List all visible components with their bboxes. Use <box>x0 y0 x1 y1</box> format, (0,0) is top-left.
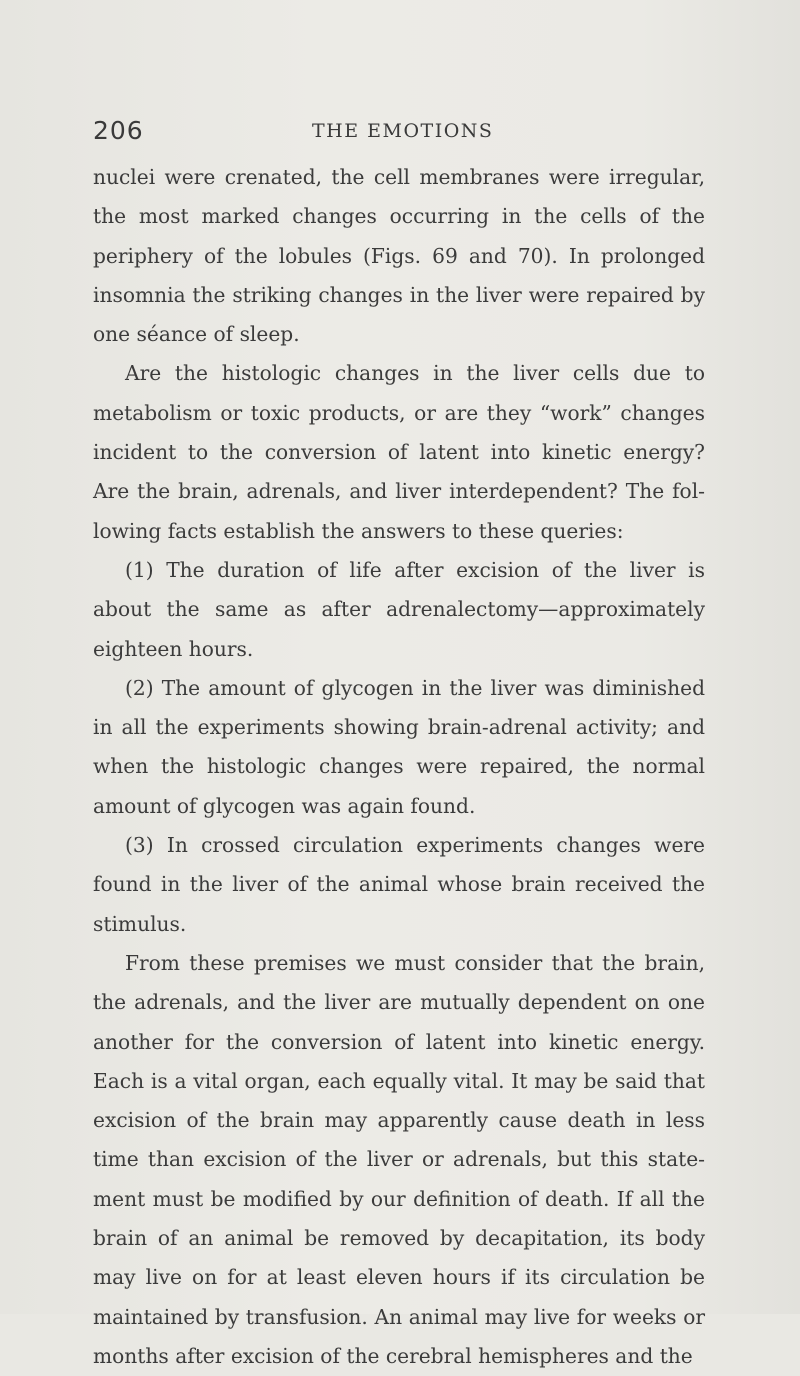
paragraph-conclusion: From these premises we must consider that the brain, the adrenals, and the liver are mutually dependent on one another for the conversion of latent into kinetic energy. Each is a vital organ, each equally vital. It may be said that excision of the brain may apparently cause death in less time than excision of the liver or adrenals, but this statement must be modified by our definition of death. If all the brain of an animal be removed by decapitation, its body may live on for at least eleven hours if its circulation be maintained by transfusion. An animal may live for weeks or months after excision of the cerebral hemispheres and the <box>93 950 705 1368</box>
paragraph-fact-2: (2) The amount of glycogen in the liver was diminished in all the experiments showing brain-adrenal activity; and when the histologic changes were repaired, the normal amount of glycogen was again found. <box>93 675 705 818</box>
paragraph-fact-3: (3) In crossed circulation experiments changes were found in the liver of the animal whose brain received the stimulus. <box>93 833 705 936</box>
paragraph-question: Are the histologic changes in the liver cells due to metabolism or toxic products, or are they “work” changes incident to the conversion of latent into kinetic energy? Are the brain, adrenals, and liver interdependent? The following facts establish the answers to these queries: <box>93 361 705 543</box>
paragraph-fact-1: (1) The duration of life after excision of the liver is about the same as after adrenalectomy—approximately eighteen hours. <box>93 557 705 661</box>
body-text <box>93 158 705 1376</box>
page-number: 206 <box>93 116 144 145</box>
running-head: THE EMOTIONS <box>312 120 494 142</box>
paragraph-continuation: nuclei were crenated, the cell membranes were irregular, the most marked changes occurring in the cells of the periphery of the lobules (Figs. 69 and 70). In prolonged insomnia the striking changes in the liver were repaired by one séance of sleep. <box>93 165 705 347</box>
